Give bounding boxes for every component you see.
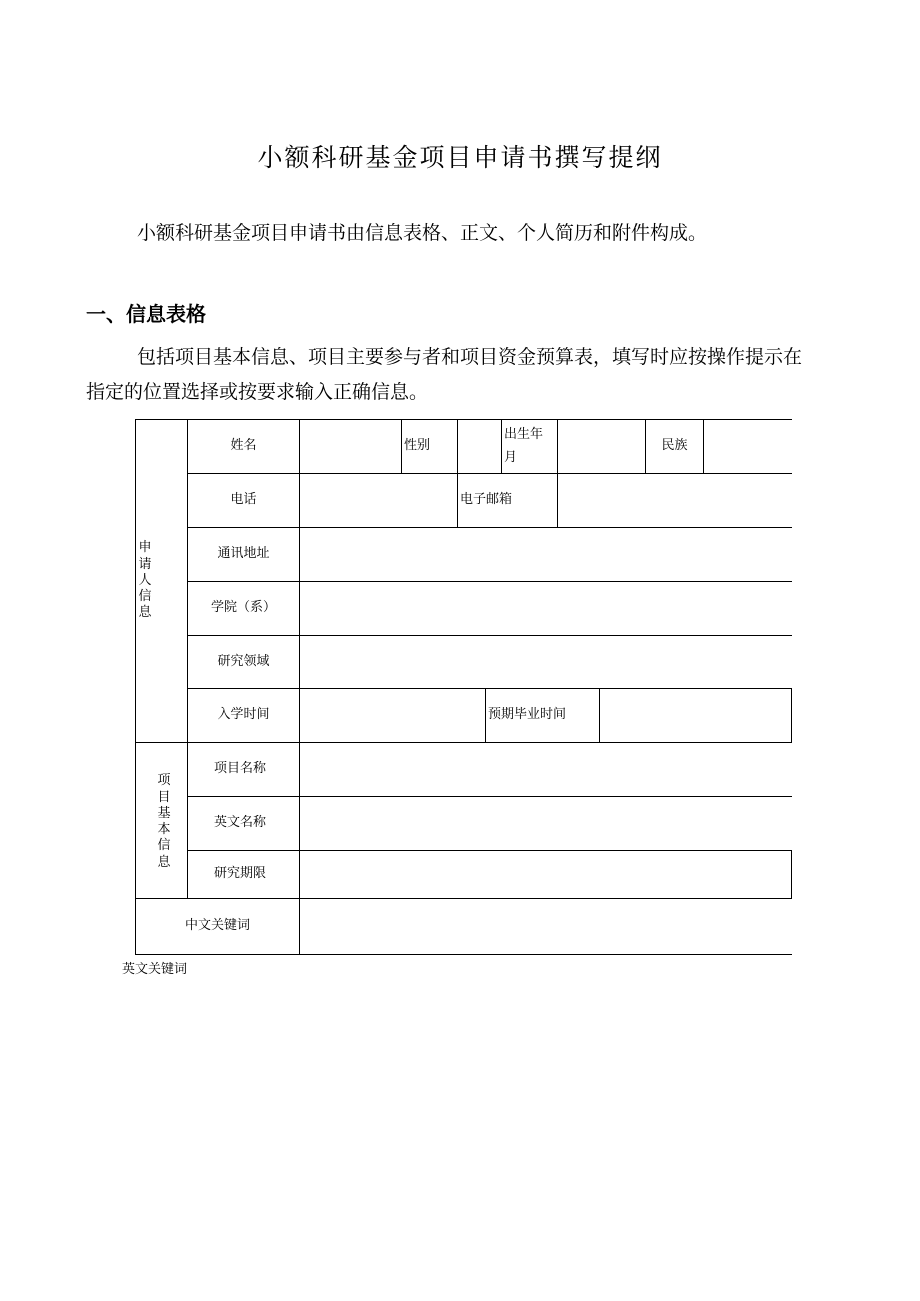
english-name-label: 英文名称	[213, 815, 266, 831]
research-period-field[interactable]	[300, 851, 791, 898]
section-paragraph-line2: 指定的位置选择或按要求输入正确信息。	[86, 381, 429, 403]
table-rule	[791, 850, 792, 898]
table-border-bottom	[135, 954, 792, 955]
address-field[interactable]	[300, 528, 791, 581]
email-label: 电子邮箱	[460, 492, 513, 508]
group-char: 信	[138, 589, 152, 605]
address-label: 通讯地址	[217, 546, 270, 562]
project-info-group-label	[153, 775, 175, 869]
section-heading: 一、信息表格	[86, 302, 206, 326]
cn-keywords-label: 中文关键词	[184, 918, 250, 934]
graduation-time-field[interactable]	[600, 689, 791, 742]
name-field[interactable]	[300, 420, 401, 473]
group-char: 人	[138, 572, 152, 588]
college-label: 学院（系）	[210, 600, 276, 616]
en-keywords-label: 英文关键词	[122, 962, 188, 977]
group-char: 目	[157, 789, 171, 805]
phone-field[interactable]	[300, 474, 457, 527]
birth-date-field[interactable]	[558, 420, 645, 473]
group-char: 息	[157, 854, 171, 870]
ethnicity-label: 民族	[661, 438, 688, 454]
applicant-info-group-label	[135, 540, 155, 621]
project-name-field[interactable]	[300, 743, 791, 796]
name-label: 姓名	[230, 438, 257, 454]
group-char: 请	[138, 556, 152, 572]
gender-label: 性别	[404, 438, 431, 454]
birth-date-label	[502, 420, 558, 473]
group-char: 申	[138, 540, 152, 556]
birth-label-line1: 出生年	[504, 426, 544, 442]
email-field[interactable]	[558, 474, 791, 527]
section-paragraph-line1: 包括项目基本信息、项目主要参与者和项目资金预算表，填写时应按操作提示在	[137, 346, 803, 368]
research-field-label: 研究领域	[217, 653, 270, 669]
cn-keywords-field[interactable]	[300, 899, 791, 954]
group-char: 基	[157, 805, 171, 821]
table-border-left	[135, 419, 136, 955]
table-rule	[791, 688, 792, 742]
english-name-field[interactable]	[300, 797, 791, 850]
group-char: 信	[157, 838, 171, 854]
birth-label-line2: 月	[504, 449, 518, 465]
group-char: 息	[138, 605, 152, 621]
project-name-label: 项目名称	[213, 761, 266, 777]
phone-label: 电话	[230, 492, 257, 508]
research-period-label: 研究期限	[213, 866, 266, 882]
college-field[interactable]	[300, 582, 791, 635]
document-title: 小额科研基金项目申请书撰写提纲	[257, 143, 663, 172]
intro-paragraph: 小额科研基金项目申请书由信息表格、正文、个人简历和附件构成。	[137, 222, 708, 244]
enroll-time-field[interactable]	[300, 689, 485, 742]
research-field-field[interactable]	[300, 636, 791, 688]
group-char: 项	[157, 773, 171, 789]
ethnicity-field[interactable]	[704, 420, 791, 473]
gender-field[interactable]	[458, 420, 501, 473]
graduation-time-label: 预期毕业时间	[488, 707, 567, 723]
enroll-time-label: 入学时间	[217, 707, 270, 723]
group-char: 本	[157, 822, 171, 837]
